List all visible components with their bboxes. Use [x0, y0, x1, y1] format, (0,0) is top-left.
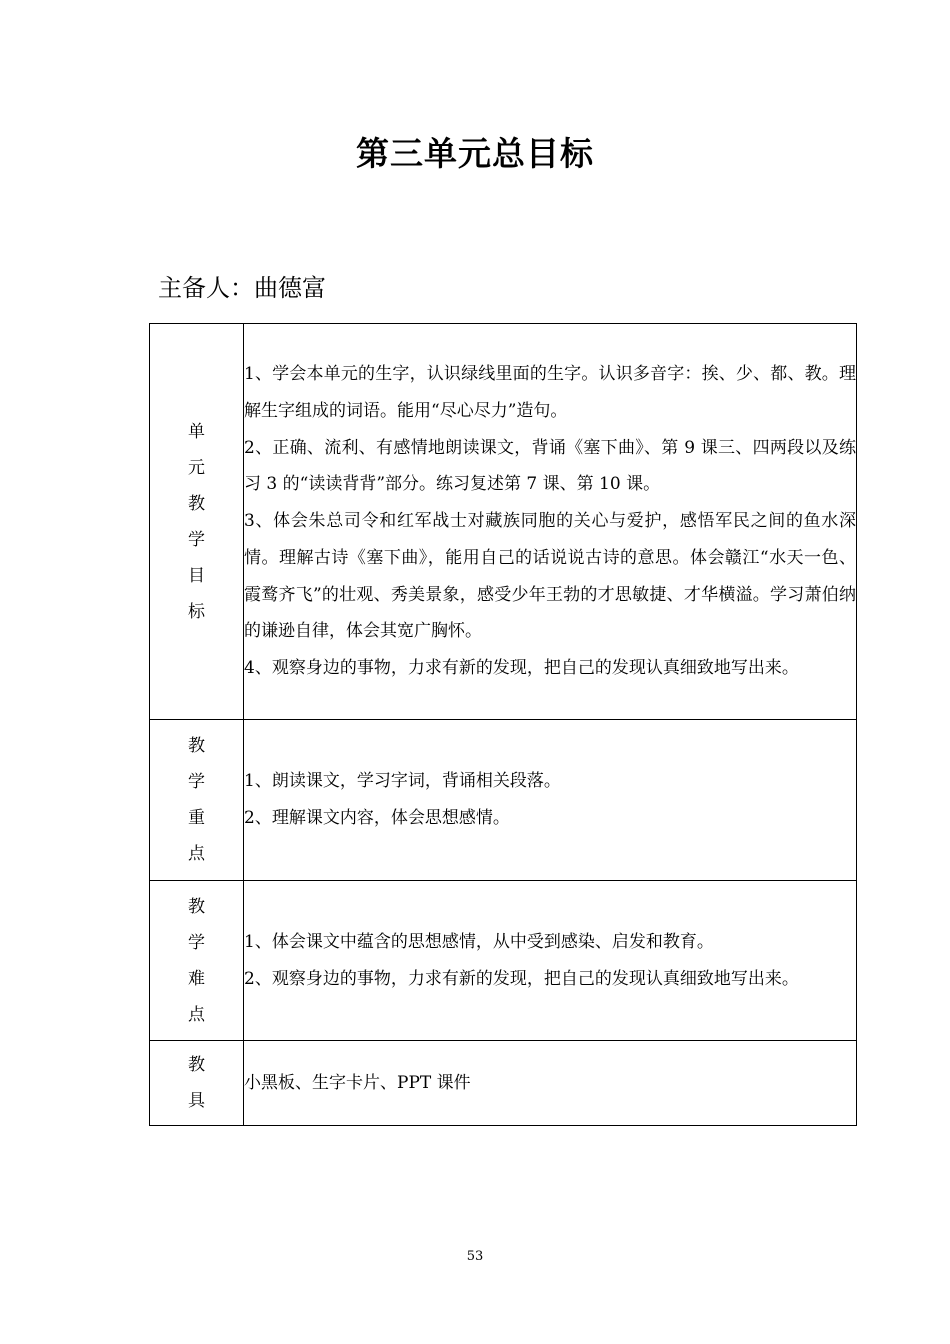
- label-char: 教: [188, 493, 205, 514]
- label-char: 教: [188, 896, 205, 917]
- objective-item: 4、观察身边的事物，力求有新的发现，把自己的发现认真细致地写出来。: [244, 657, 799, 678]
- label-char: 元: [188, 457, 205, 478]
- difficulty-item: 1、体会课文中蕴含的思想感情，从中受到感染、启发和教育。: [244, 931, 714, 952]
- label-char: 点: [188, 1004, 205, 1025]
- label-char: 学: [188, 529, 205, 550]
- objective-item: 2、正确、流利、有感情地朗读课文，背诵《塞下曲》、第 9 课三、四两段以及练习 3 的“读读背背”部分。练习复述第 7 课、第 10 课。: [244, 437, 856, 495]
- table-row-unit-objectives: [150, 324, 857, 720]
- objective-item: 1、学会本单元的生字，认识绿线里面的生字。认识多音字：挨、少、都、教。理解生字组成的词语。能用“尽心尽力”造句。: [244, 364, 856, 422]
- table-row-difficulties: [150, 881, 857, 1041]
- label-char: 标: [188, 601, 205, 622]
- label-char: 教: [188, 736, 205, 756]
- page-title: 第三单元总目标: [356, 134, 594, 173]
- unit-plan-table: [149, 323, 857, 1126]
- row-label-key-points: [150, 720, 244, 881]
- label-char: 难: [188, 968, 205, 989]
- label-char: 教: [188, 1055, 205, 1075]
- label-char: 点: [188, 844, 205, 864]
- label-char: 学: [188, 772, 205, 792]
- row-label-difficulties: [150, 881, 244, 1041]
- label-char: 重: [188, 808, 205, 828]
- preparer-line: 主备人：曲德富: [158, 274, 326, 302]
- row-content-key-points: [244, 720, 857, 881]
- table-row-teaching-aids: [150, 1041, 857, 1126]
- key-point-item: 1、朗读课文，学习字词，背诵相关段落。: [244, 771, 561, 792]
- row-content-difficulties: [244, 881, 857, 1041]
- row-content-teaching-aids: [244, 1041, 857, 1126]
- key-point-item: 2、理解课文内容，体会思想感情。: [244, 808, 510, 828]
- page-number: 53: [466, 1249, 484, 1264]
- label-char: 具: [188, 1091, 205, 1111]
- row-label-unit-objectives: [150, 324, 244, 720]
- label-char: 目: [188, 565, 205, 586]
- label-char: 学: [188, 932, 205, 953]
- row-label-teaching-aids: [150, 1041, 244, 1126]
- row-content-unit-objectives: [244, 324, 857, 720]
- difficulty-item: 2、观察身边的事物，力求有新的发现，把自己的发现认真细致地写出来。: [244, 968, 799, 989]
- label-char: 单: [188, 421, 205, 442]
- objective-item: 3、体会朱总司令和红军战士对藏族同胞的关心与爱护，感悟军民之间的鱼水深情。理解古诗《塞下曲》，能用自己的话说说古诗的意思。体会赣江“水天一色、霞鹜齐飞”的壮观、秀美景象，感受少年王勃的才思敏捷、才华横溢。学习萧伯纳的谦逊自律，体会其宽广胸怀。: [244, 511, 856, 642]
- teaching-aid-item: 小黑板、生字卡片、PPT 课件: [244, 1072, 471, 1093]
- table-row-key-points: [150, 720, 857, 881]
